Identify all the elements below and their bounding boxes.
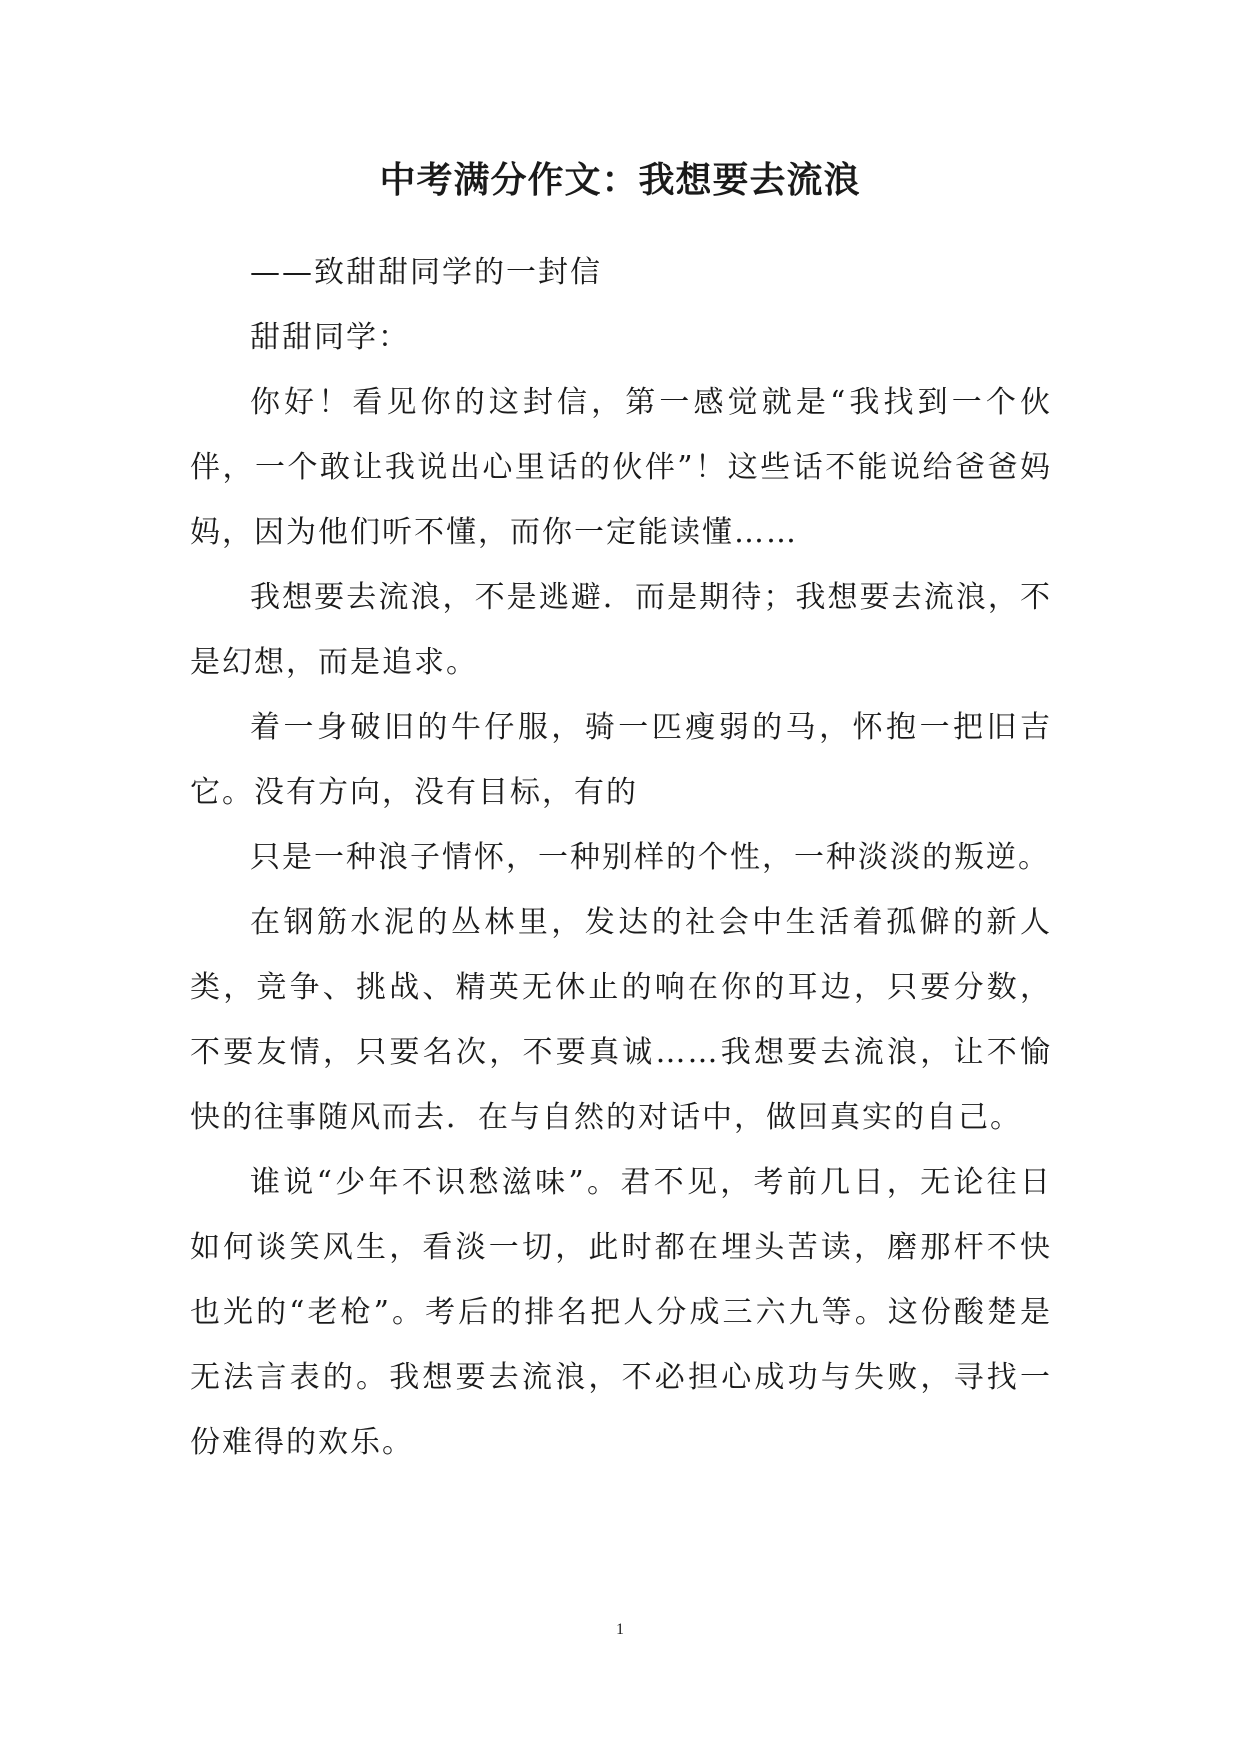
paragraph: 我想要去流浪，不是逃避．而是期待；我想要去流浪，不是幻想，而是追求。	[190, 580, 1052, 680]
paragraph-salutation: 甜甜同学：	[250, 320, 410, 355]
paragraph: 谁说“少年不识愁滋味”。君不见，考前几日，无论往日如何谈笑风生，看淡一切，此时都在埋头苦读，磨那杆不快也光的“老枪”。考后的排名把人分成三六九等。这份酸楚是无法言表的。我想要去流浪，不必担心成功与失败，寻找一份难得的欢乐。	[190, 1165, 1052, 1460]
document-body	[190, 240, 1052, 1475]
paragraph: 在钢筋水泥的丛林里，发达的社会中生活着孤僻的新人类，竞争、挑战、精英无休止的响在你的耳边，只要分数，不要友情，只要名次，不要真诚……我想要去流浪，让不愉快的往事随风而去．在与自然的对话中，做回真实的自己。	[190, 905, 1052, 1135]
paragraph-subtitle: ——致甜甜同学的一封信	[250, 255, 602, 290]
document-title: 中考满分作文：我想要去流浪	[379, 160, 861, 201]
page-number: 1	[616, 1621, 624, 1638]
paragraph: 你好！看见你的这封信，第一感觉就是“我找到一个伙伴，一个敢让我说出心里话的伙伴”！这些话不能说给爸爸妈妈，因为他们听不懂，而你一定能读懂……	[190, 385, 1052, 550]
paragraph: 只是一种浪子情怀，一种别样的个性，一种淡淡的叛逆。	[250, 840, 1050, 875]
paragraph: 着一身破旧的牛仔服，骑一匹瘦弱的马，怀抱一把旧吉它。没有方向，没有目标，有的	[190, 710, 1052, 810]
